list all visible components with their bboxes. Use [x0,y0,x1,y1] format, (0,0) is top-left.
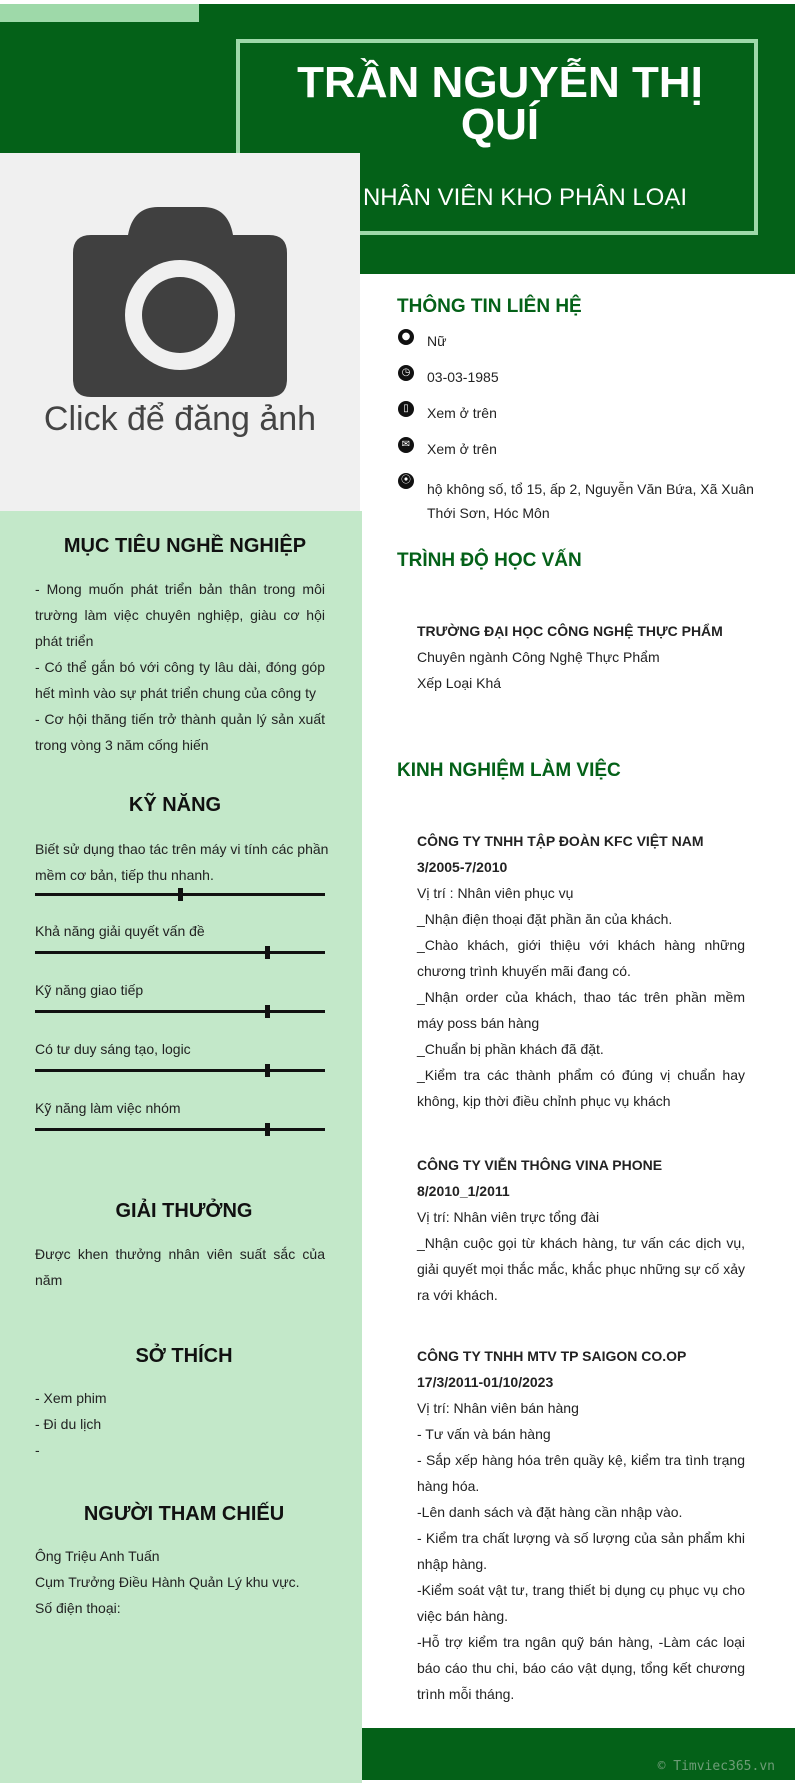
job-company: CÔNG TY VIỄN THÔNG VINA PHONE [417,1157,663,1173]
references-text: Ông Triệu Anh Tuấn Cụm Trưởng Điều Hành Quản Lý khu vực. Số điện thoại: [35,1548,300,1616]
job-entry [417,1152,745,1308]
hobbies-text: - Xem phim - Đi du lịch - [35,1390,107,1458]
clock-icon: ◷ [398,365,414,381]
contact-title: THÔNG TIN LIÊN HỆ [397,296,582,317]
skill-bar [35,1128,325,1131]
mail-icon: ✉ [398,437,414,453]
skill-label: Kỹ năng giao tiếp [35,982,144,998]
contact-phone: Xem ở trên [427,405,497,421]
location-icon: ⦿ [398,473,414,489]
job-details: Vị trí : Nhân viên phục vụ _Nhận điện thoại đặt phần ăn của khách. _Chào khách, giới thiệu với khách hàng những chương trình khuyến mãi đang có. _Nhận order của khách, thao tác trên phần mềm máy poss bán hàng _Chuẩn bị phần khách đã đặt. _Kiểm tra các thành phẩm có đúng vị chuẩn hay không, kịp thời điều chỉnh phục vụ khách [417,885,745,1109]
skill-label: Có tư duy sáng tạo, logic [35,1041,191,1057]
skill-bar [35,893,325,896]
job-period: 17/3/2011-01/10/2023 [417,1374,554,1390]
camera-icon [73,207,287,397]
skill-bar [35,1069,325,1072]
experience-title: KINH NGHIỆM LÀM VIỆC [397,760,621,781]
skill-knob [265,1005,270,1018]
contact-gender: Nữ [427,333,447,349]
contact-birthday: 03-03-1985 [427,369,499,385]
skill-knob [178,888,183,901]
contact-email: Xem ở trên [427,441,497,457]
skill-label: Kỹ năng làm việc nhóm [35,1100,181,1116]
objective-title: MỤC TIÊU NGHỀ NGHIỆP [63,535,307,557]
job-entry [417,1343,745,1707]
skill-knob [265,946,270,959]
footer-watermark: © Timviec365.vn [657,1759,775,1774]
photo-upload[interactable] [0,153,360,511]
education-title: TRÌNH ĐỘ HỌC VẤN [397,550,582,571]
awards-text: Được khen thưởng nhân viên suất sắc của năm [35,1246,325,1288]
skill-knob [265,1123,270,1136]
education-block [417,618,745,696]
person-icon: ● [398,329,414,345]
job-company: CÔNG TY TNHH TẬP ĐOÀN KFC VIỆT NAM [417,833,704,849]
skill-bar [35,1010,325,1013]
job-details: Vị trí: Nhân viên bán hàng - Tư vấn và bán hàng - Sắp xếp hàng hóa trên quầy kệ, kiểm tra tình trạng hàng hóa. -Lên danh sách và đặt hàng cần nhập vào. - Kiểm tra chất lượng và số lượng của sản phẩm khi nhập hàng. -Kiểm soát vật tư, trang thiết bị dụng cụ phục vụ cho việc bán hàng. -Hỗ trợ kiểm tra ngân quỹ bán hàng, -Làm các loại báo cáo thu chi, báo cáo vật dụng, tổng kết chương trình mỗi tháng. [417,1400,745,1702]
awards-title: GIẢI THƯỞNG [115,1200,253,1222]
education-grade: Xếp Loại Khá [417,675,502,691]
skill-label: Khả năng giải quyết vấn đề [35,923,205,939]
skill-bar [35,951,325,954]
hobbies-title: SỞ THÍCH [135,1345,233,1367]
skills-title: KỸ NĂNG [128,794,222,816]
job-title: NHÂN VIÊN KHO PHÂN LOẠI [362,184,688,211]
job-period: 8/2010_1/2011 [417,1183,510,1199]
skill-label: Biết sử dụng thao tác trên máy vi tính các phần mềm cơ bản, tiếp thu nhanh. [35,841,329,883]
job-company: CÔNG TY TNHH MTV TP SAIGON CO.OP [417,1348,687,1364]
skill-knob [265,1064,270,1077]
education-major: Chuyên ngành Công Nghệ Thực Phẩm [417,649,660,665]
references-title: NGƯỜI THAM CHIẾU [83,1503,285,1525]
candidate-name: TRẦN NGUYỄN THỊ QUÍ [297,58,703,149]
contact-address: hộ không số, tổ 15, ấp 2, Nguyễn Văn Bứa, Xã Xuân Thới Sơn, Hóc Môn [427,481,754,521]
phone-icon: ▯ [398,401,414,417]
job-period: 3/2005-7/2010 [417,859,508,875]
photo-upload-label[interactable]: Click để đăng ảnh [43,400,317,438]
school-name: TRƯỜNG ĐẠI HỌC CÔNG NGHỆ THỰC PHẨM [417,623,723,639]
job-entry [417,828,745,1114]
job-details: Vị trí: Nhân viên trực tổng đài _Nhận cuộc gọi từ khách hàng, tư vấn các dịch vụ, giải quyết mọi thắc mắc, khắc phục những sự cố xảy ra với khách. [417,1209,745,1303]
objective-text: - Mong muốn phát triển bản thân trong môi trường làm việc chuyên nghiệp, giàu cơ hội phát triển - Có thể gắn bó với công ty lâu dài, đóng góp hết mình vào sự phát triển chung của công ty - Cơ hội thăng tiến trở thành quản lý sản xuất trong vòng 3 năm cống hiến [35,581,325,753]
top-accent-bar [0,4,199,22]
